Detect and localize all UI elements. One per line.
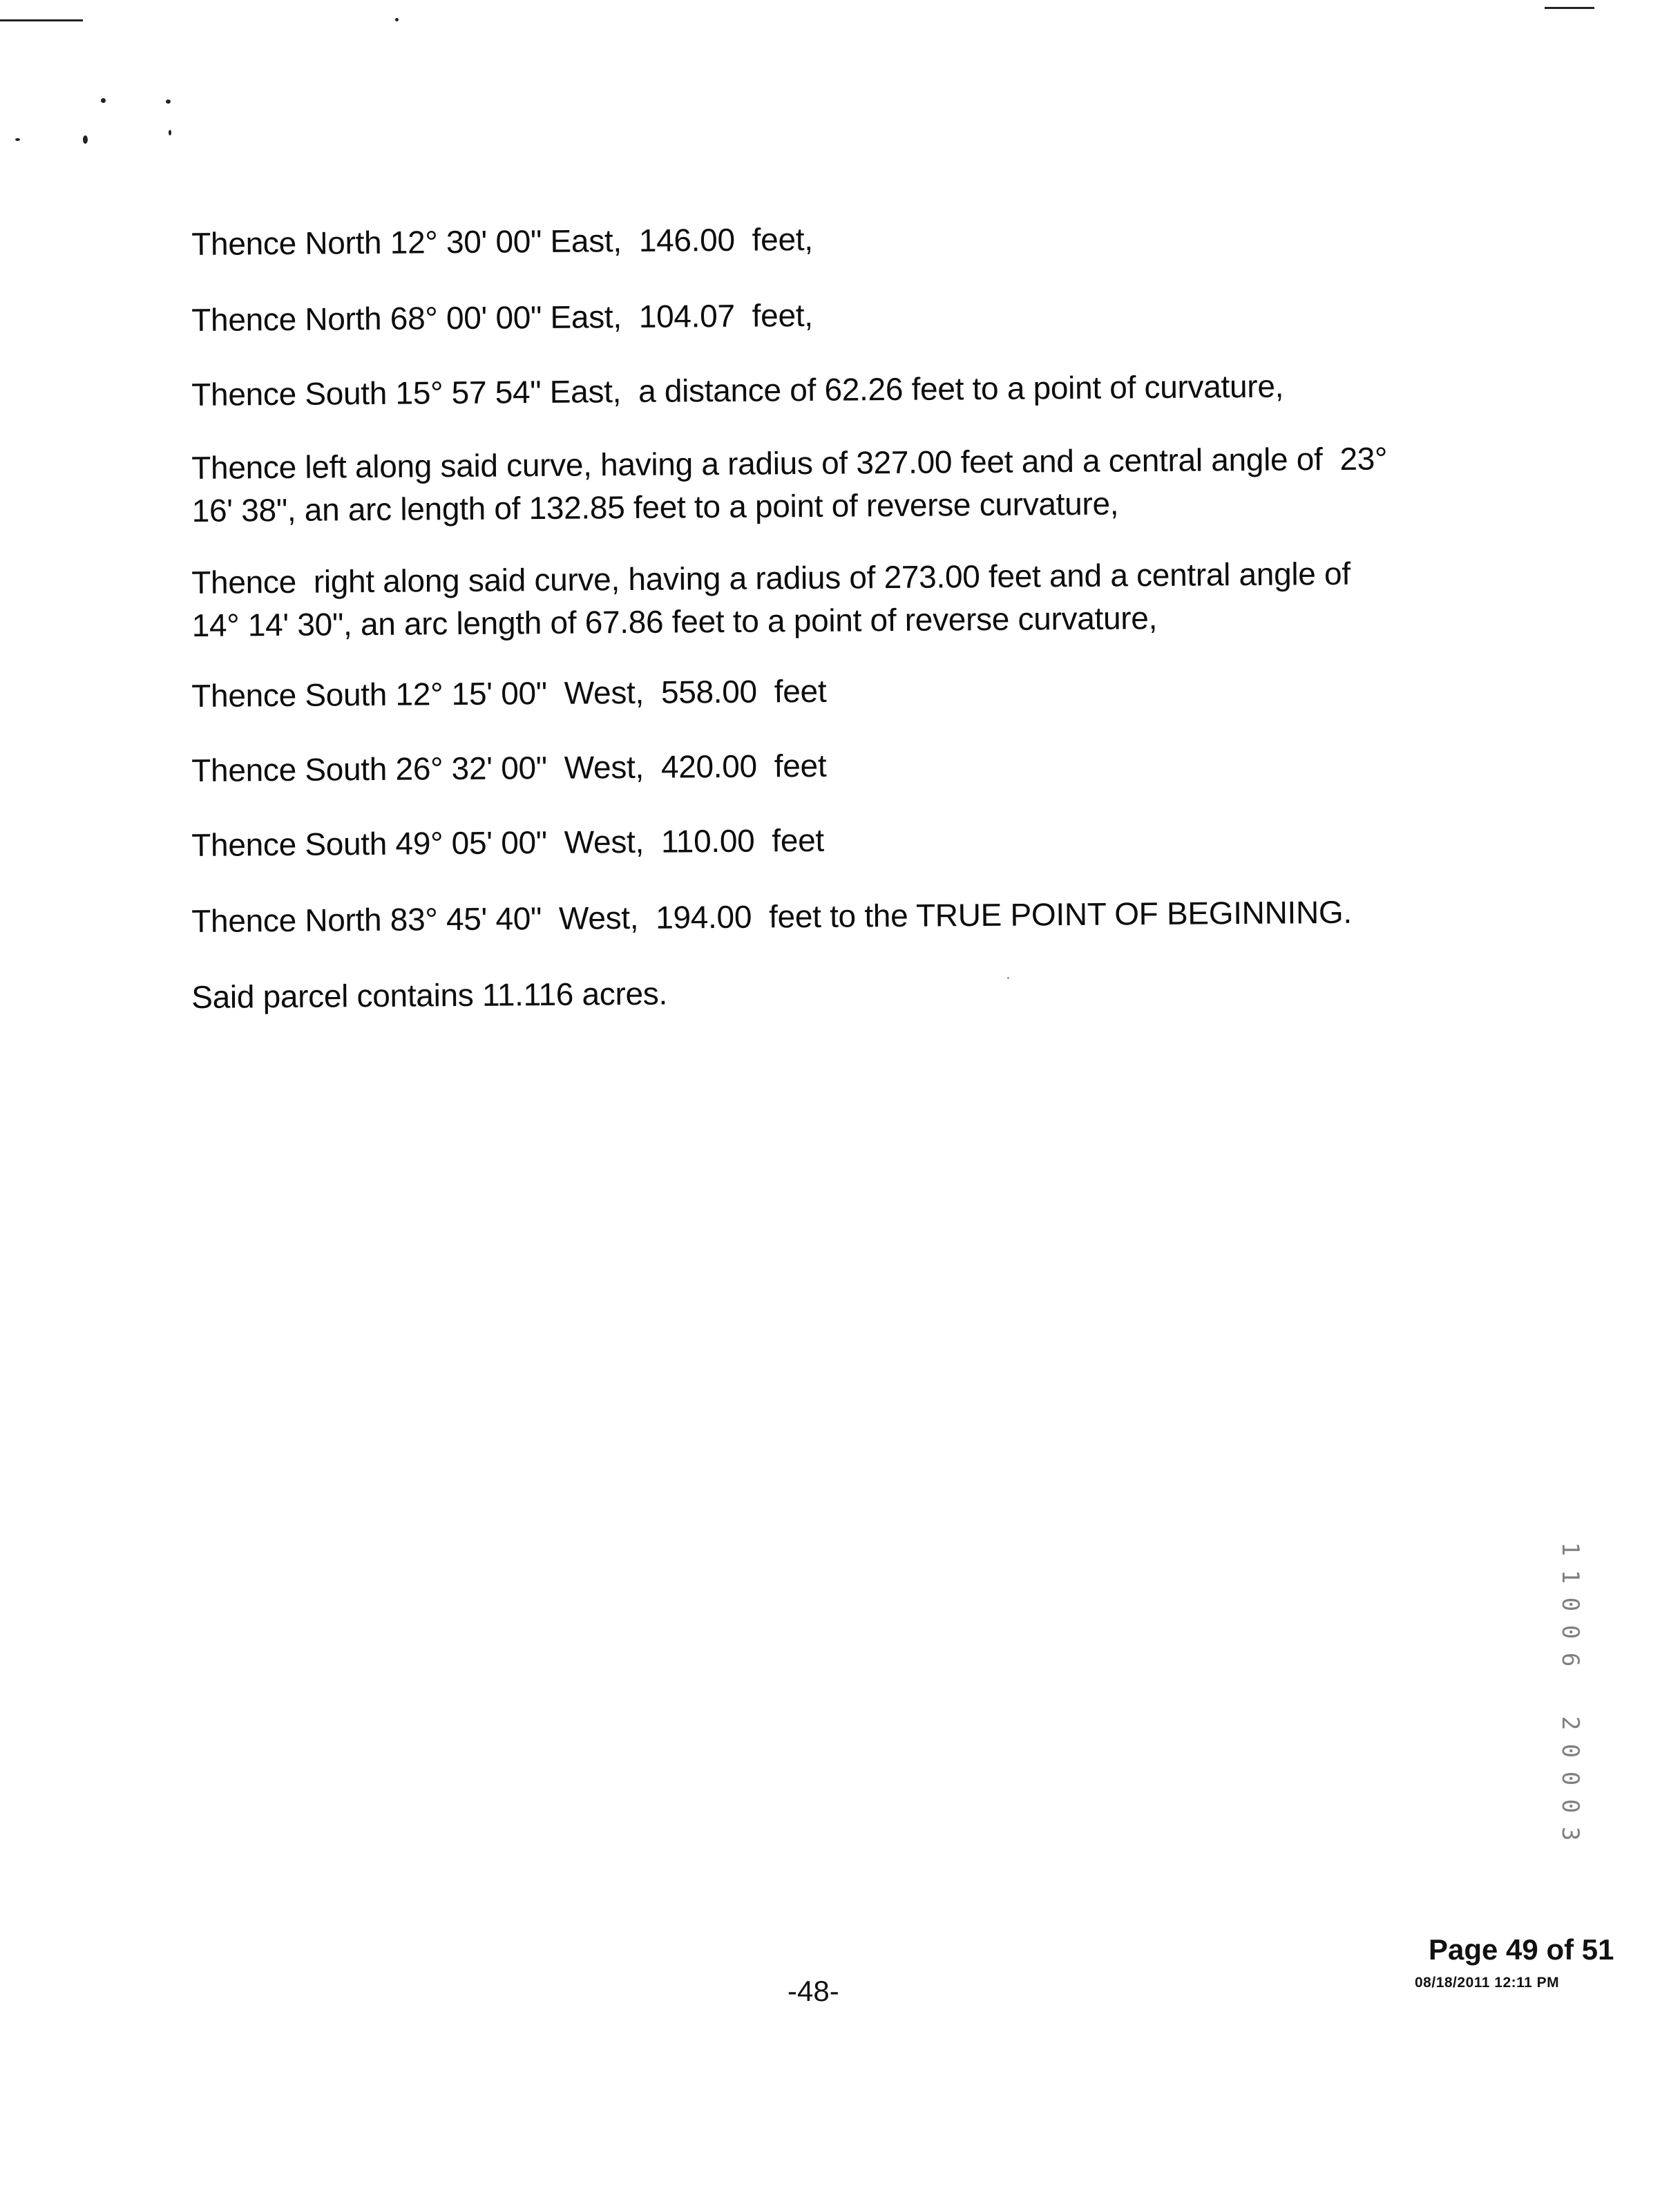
stamp-digit: 6	[1556, 1652, 1584, 1667]
legal-paragraph	[191, 213, 1455, 265]
scan-speck	[166, 99, 171, 104]
legal-paragraph	[191, 739, 1455, 792]
stamp-digit: 2	[1556, 1716, 1584, 1731]
print-timestamp: 08/18/2011 12:11 PM	[1415, 1975, 1560, 1991]
paragraph-line: Thence right along said curve, having a radius of 273.00 feet and a central angle of	[191, 555, 1351, 600]
paragraph-line: Thence North 12° 30' 00" East, 146.00 feet,	[191, 220, 813, 262]
legal-paragraph	[191, 665, 1455, 717]
paragraph-line: Thence left along said curve, having a radius of 327.00 feet and a central angle of 23°	[191, 440, 1388, 486]
scan-speck	[83, 135, 88, 144]
paragraph-line: Thence South 15° 57 54" East, a distance of 62.26 feet to a point of curvature,	[191, 368, 1284, 412]
paragraph-line: Thence South 12° 15' 00" West, 558.00 feet	[191, 672, 827, 714]
paragraph-line: Said parcel contains 11.116 acres.	[191, 975, 668, 1015]
scan-speck	[15, 138, 20, 141]
legal-paragraph	[191, 814, 1455, 866]
stamp-digit: 0	[1556, 1624, 1584, 1640]
scan-mark-top-right	[1545, 7, 1594, 9]
paragraph-line: 16' 38", an arc length of 132.85 feet to a point of reverse curvature,	[191, 485, 1119, 529]
stamp-digit: 0	[1556, 1771, 1584, 1786]
scan-mark-top-left	[0, 19, 83, 21]
recording-stamp	[1553, 1537, 1587, 1855]
page-of-count: Page 49 of 51	[1429, 1933, 1614, 1966]
paragraph-line: Thence North 83° 45' 40" West, 194.00 feet to the TRUE POINT OF BEGINNING.	[191, 893, 1353, 939]
legal-paragraph	[191, 890, 1455, 942]
stamp-digit: 1	[1556, 1569, 1584, 1584]
scan-speck	[395, 18, 399, 21]
paragraph-line: Thence South 26° 32' 00" West, 420.00 feet	[191, 747, 827, 788]
stamp-digit: 3	[1556, 1826, 1584, 1841]
legal-paragraph	[191, 289, 1455, 341]
paragraph-line: 14° 14' 30", an arc length of 67.86 feet to a point of reverse curvature,	[191, 600, 1158, 643]
legal-paragraph	[191, 551, 1456, 647]
stamp-digit: 1	[1556, 1541, 1584, 1557]
paragraph-line: Thence North 68° 00' 00" East, 104.07 feet,	[191, 296, 813, 338]
stamp-digit: 0	[1556, 1597, 1584, 1612]
scan-speck	[101, 98, 106, 103]
legal-paragraph	[191, 363, 1455, 416]
legal-paragraph	[191, 966, 1455, 1018]
paragraph-line: Thence South 49° 05' 00" West, 110.00 feet	[191, 822, 825, 863]
page-number: -48-	[788, 1975, 839, 2007]
scan-speck	[169, 130, 171, 135]
stamp-digit: 0	[1556, 1743, 1584, 1758]
legal-paragraph	[191, 437, 1456, 532]
stamp-digit: 0	[1556, 1799, 1584, 1814]
